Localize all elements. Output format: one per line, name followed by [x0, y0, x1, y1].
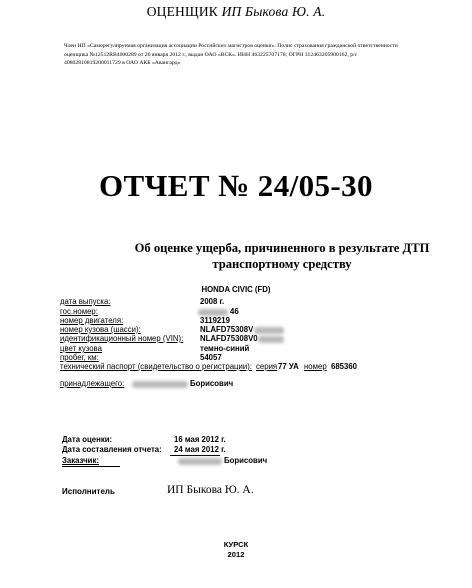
field-label-year: дата выпуска:	[60, 297, 111, 306]
field-value-engine: 3119219	[200, 316, 230, 325]
redacted-owner	[132, 381, 188, 388]
membership-line: Член НП «Саморегулируемая организация ассоциации Российских магистров оценки». Полис страхования гражданской ответственности	[64, 43, 398, 49]
passport-series-value: 77 УА	[278, 362, 299, 371]
car-model: HONDA CIVIC (FD)	[201, 285, 271, 294]
date-value-evaluation: 16 мая 2012 г.	[174, 435, 226, 444]
redacted-plate	[198, 309, 228, 316]
redacted-body	[254, 327, 284, 334]
field-value-owner: Борисович	[190, 379, 234, 388]
executor-label: Исполнитель	[62, 487, 115, 496]
field-label-vin: идентификационный номер (VIN):	[60, 334, 184, 343]
org-title: ИП Быкова Ю. А.	[221, 4, 326, 19]
field-value-year: 2008 г.	[200, 297, 225, 306]
date-value-report: 24 мая 2012 г.	[174, 445, 226, 454]
field-value-vin: NLAFD75308V0	[200, 334, 258, 343]
footer-city-year	[0, 540, 472, 560]
field-value-body: NLAFD75308V	[200, 325, 254, 334]
field-label-body: номер кузова (шасси):	[60, 325, 141, 334]
field-label-engine: номер двигателя:	[60, 316, 124, 325]
customer-value: Борисович	[224, 456, 268, 465]
customer-label: Заказчик:	[62, 456, 99, 465]
field-value-plate: 46	[230, 307, 239, 316]
field-label-passport: технический паспорт (свидетельство о регистрации):	[60, 362, 252, 371]
redacted-customer	[178, 458, 222, 465]
field-value-color: темно-синий	[200, 344, 250, 353]
passport-series-label: серия	[256, 362, 278, 371]
city: КУРСК	[223, 540, 249, 549]
report-subtitle: Об оценке ущерба, причиненного в результате ДТП транспортному средству	[134, 241, 430, 271]
date-label-evaluation: Дата оценки:	[62, 435, 113, 444]
organization-name	[0, 4, 472, 20]
redacted-vin	[258, 336, 284, 343]
membership-line: оценщика №12512RB4000289 от 26 января 2012 г., выдан ОАО «ВСК». ИНН 463225707178; ОГРН 312463205900162, р/с	[64, 51, 358, 58]
passport-number-value: 685360	[331, 362, 358, 371]
field-value-mileage: 54057	[200, 353, 222, 362]
field-label-plate: гос.номер:	[60, 307, 98, 316]
executor-name: ИП Быкова Ю. А.	[167, 484, 254, 496]
field-label-owner: принадлежащего:	[60, 379, 125, 388]
underline	[62, 466, 120, 467]
underline	[170, 455, 220, 456]
passport-number-label: номер	[304, 362, 327, 371]
year: 2012	[227, 550, 245, 559]
report-title: ОТЧЕТ № 24/05-30	[99, 168, 373, 203]
field-label-mileage: пробег, км:	[60, 353, 99, 362]
membership-info	[64, 42, 460, 68]
org-prefix: ОЦЕНЩИК	[146, 4, 218, 19]
date-label-report: Дата составления отчета:	[62, 445, 162, 454]
membership-line: 40802810819200011729 в ОАО АКБ «Авангард»	[64, 60, 181, 67]
field-label-color: цвет кузова	[60, 344, 102, 353]
